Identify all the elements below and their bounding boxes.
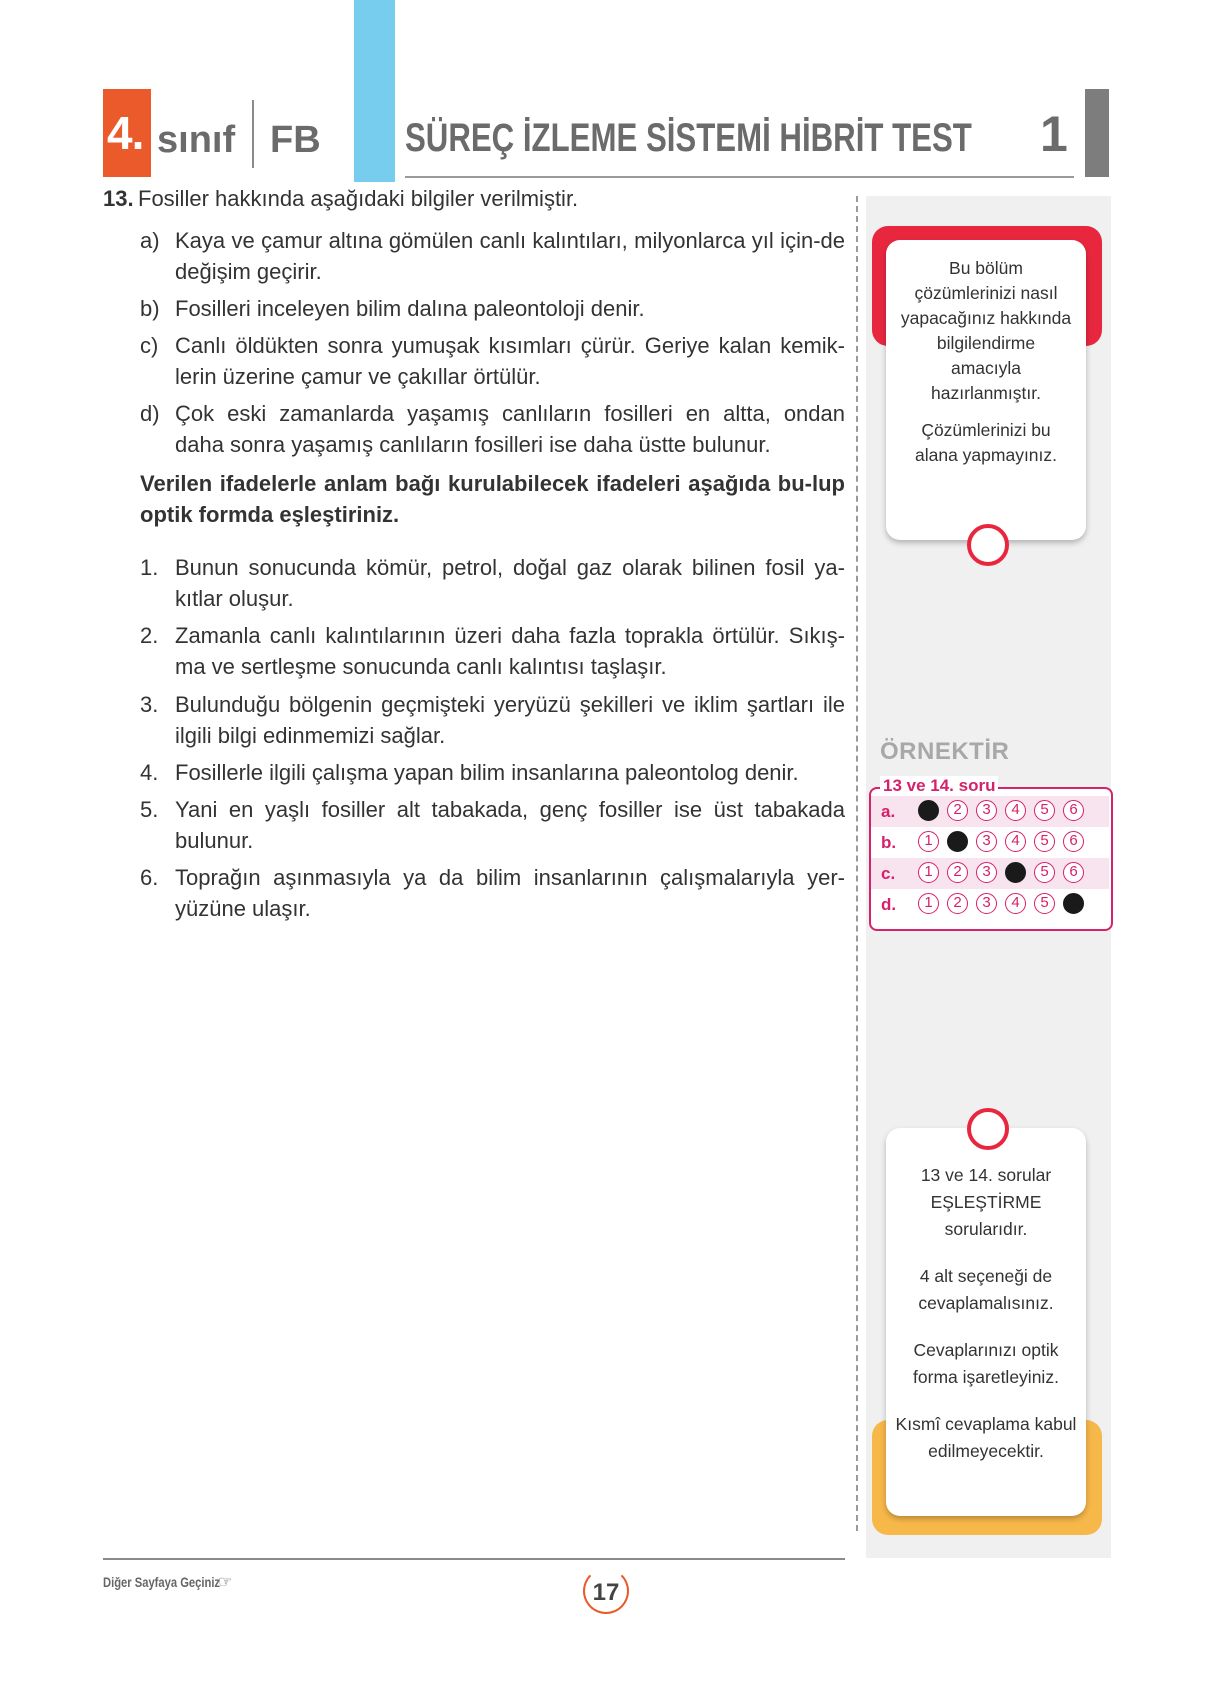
- option-text: Zamanla canlı kalıntılarının üzeri daha fazla toprakla örtülür. Sıkış-ma ve sertleşme sonucunda canlı kalıntısı taşlaşır.: [175, 623, 845, 679]
- answer-bubble: 2: [947, 893, 968, 914]
- answer-bubble: 2: [947, 862, 968, 883]
- statement-text: Kaya ve çamur altına gömülen canlı kalıntıları, milyonlarca yıl için-de değişim geçirir.: [175, 228, 845, 284]
- statement-b: [140, 293, 845, 324]
- answer-bubble-filled: [1063, 893, 1084, 914]
- bottom-note-text-2: 4 alt seçeneği de cevaplamalısınız.: [918, 1266, 1054, 1313]
- option-4: [140, 757, 845, 788]
- bottom-note-card: [886, 1128, 1086, 1516]
- question-number: 13.: [103, 186, 134, 211]
- page-title: SÜREÇ İZLEME SİSTEMİ HİBRİT TEST: [405, 116, 972, 160]
- answer-bubble-filled: [918, 800, 939, 821]
- next-page-note: Diğer Sayfaya Geçiniz: [103, 1574, 221, 1590]
- grade-word: sınıf: [157, 119, 236, 161]
- page-number: 17: [583, 1568, 629, 1614]
- answer-bubble: 4: [1005, 831, 1026, 852]
- option-label: 4.: [140, 760, 159, 785]
- option-text: Bunun sonucunda kömür, petrol, doğal gaz olarak bilinen fosil ya-kıtlar oluşur.: [175, 555, 845, 611]
- option-text: Toprağın aşınmasıyla ya da bilim insanlarının çalışmalarıyla yer-yüzüne ulaşır.: [175, 865, 845, 921]
- answer-bubble: 3: [976, 862, 997, 883]
- answer-bubble: 4: [1005, 893, 1026, 914]
- ring-icon: [967, 524, 1009, 566]
- example-row-c: [871, 858, 1109, 889]
- pointing-hand-icon: ☞: [218, 1574, 233, 1591]
- answer-bubble: 6: [1063, 831, 1084, 852]
- test-number: 1: [1040, 106, 1068, 162]
- header-gray-bar: [1085, 89, 1109, 177]
- example-row-letter: a.: [881, 802, 896, 821]
- statement-label: d): [140, 401, 160, 426]
- answer-bubble: 1: [918, 893, 939, 914]
- option-label: 6.: [140, 865, 159, 890]
- question-instruction: Verilen ifadelerle anlam bağı kurulabilecek ifadeleri aşağıda bu-lup optik formda eşleştiriniz.: [140, 471, 845, 527]
- statement-text: Fosilleri inceleyen bilim dalına paleontoloji denir.: [175, 296, 645, 321]
- example-row-letter: b.: [881, 833, 897, 852]
- answer-bubble: 6: [1063, 862, 1084, 883]
- answer-bubble: 1: [918, 831, 939, 852]
- answer-bubble: 5: [1034, 893, 1055, 914]
- bottom-note-text-1: 13 ve 14. sorular EŞLEŞTİRME sorularıdır.: [920, 1165, 1052, 1239]
- top-note-text-1: Bu bölüm çözümlerinizi nasıl yapacağınız hakkında bilgilendirme amacıyla hazırlanmıştır.: [900, 258, 1072, 403]
- option-1: [140, 552, 845, 614]
- header-blue-bar: [354, 0, 395, 182]
- answer-bubble: 1: [918, 862, 939, 883]
- option-text: Fosillerle ilgili çalışma yapan bilim insanlarına paleontolog denir.: [175, 760, 799, 785]
- header-divider: [252, 100, 254, 168]
- bottom-note-text-4: Kısmî cevaplama kabul edilmeyecektir.: [895, 1414, 1077, 1461]
- option-text: Bulunduğu bölgenin geçmişteki yeryüzü şekilleri ve iklim şartları ile ilgili bilgi edinmemizi sağlar.: [175, 692, 845, 748]
- option-text: Yani en yaşlı fosiller alt tabakada, genç fosiller ise üst tabakada bulunur.: [175, 797, 845, 853]
- answer-bubble: 5: [1034, 862, 1055, 883]
- answer-bubble: 3: [976, 831, 997, 852]
- top-note-text-2: Çözümlerinizi bu alana yapmayınız.: [914, 420, 1058, 465]
- statement-label: b): [140, 296, 160, 321]
- option-2: [140, 620, 845, 682]
- statement-text: Canlı öldükten sonra yumuşak kısımları çürür. Geriye kalan kemik-lerin üzerine çamur ve çakıllar örtülür.: [175, 333, 845, 389]
- option-label: 5.: [140, 797, 159, 822]
- option-5: [140, 794, 845, 856]
- answer-bubble: 5: [1034, 831, 1055, 852]
- top-note-card: [886, 240, 1086, 540]
- answer-bubble: 6: [1063, 800, 1084, 821]
- ring-icon: [967, 1108, 1009, 1150]
- subject-code: FB: [270, 119, 321, 161]
- statement-text: Çok eski zamanlarda yaşamış canlıların fosilleri en altta, ondan daha sonra yaşamış canlıların fosilleri ise daha üstte bulunur.: [175, 401, 845, 457]
- statement-label: c): [140, 333, 159, 358]
- example-row-d: [871, 889, 1109, 920]
- grade-number: 4.: [107, 107, 144, 159]
- example-label: 13 ve 14. soru: [880, 776, 998, 796]
- statement-c: [140, 330, 845, 392]
- statement-a: [140, 225, 845, 287]
- option-label: 1.: [140, 555, 159, 580]
- example-row-b: [871, 827, 1109, 858]
- header-rule: [405, 176, 1074, 178]
- bottom-note-text-3: Cevaplarınızı optik forma işaretleyiniz.: [913, 1340, 1059, 1387]
- statement-label: a): [140, 228, 160, 253]
- example-row-letter: c.: [881, 864, 896, 883]
- answer-bubble: 5: [1034, 800, 1055, 821]
- example-row-letter: d.: [881, 895, 897, 914]
- statement-d: [140, 398, 845, 460]
- question-stem: Fosiller hakkında aşağıdaki bilgiler verilmiştir.: [138, 186, 579, 211]
- column-separator: [856, 196, 858, 1531]
- option-3: [140, 689, 845, 751]
- answer-bubble: 4: [1005, 800, 1026, 821]
- answer-bubble: 2: [947, 800, 968, 821]
- option-6: [140, 862, 845, 924]
- example-row-a: [871, 796, 1109, 827]
- answer-bubble-filled: [947, 831, 968, 852]
- example-heading: ÖRNEKTİR: [880, 738, 1010, 765]
- answer-bubble: 3: [976, 893, 997, 914]
- option-label: 2.: [140, 623, 159, 648]
- footer-rule: [103, 1558, 845, 1560]
- answer-bubble: 3: [976, 800, 997, 821]
- answer-bubble-filled: [1005, 862, 1026, 883]
- option-label: 3.: [140, 692, 159, 717]
